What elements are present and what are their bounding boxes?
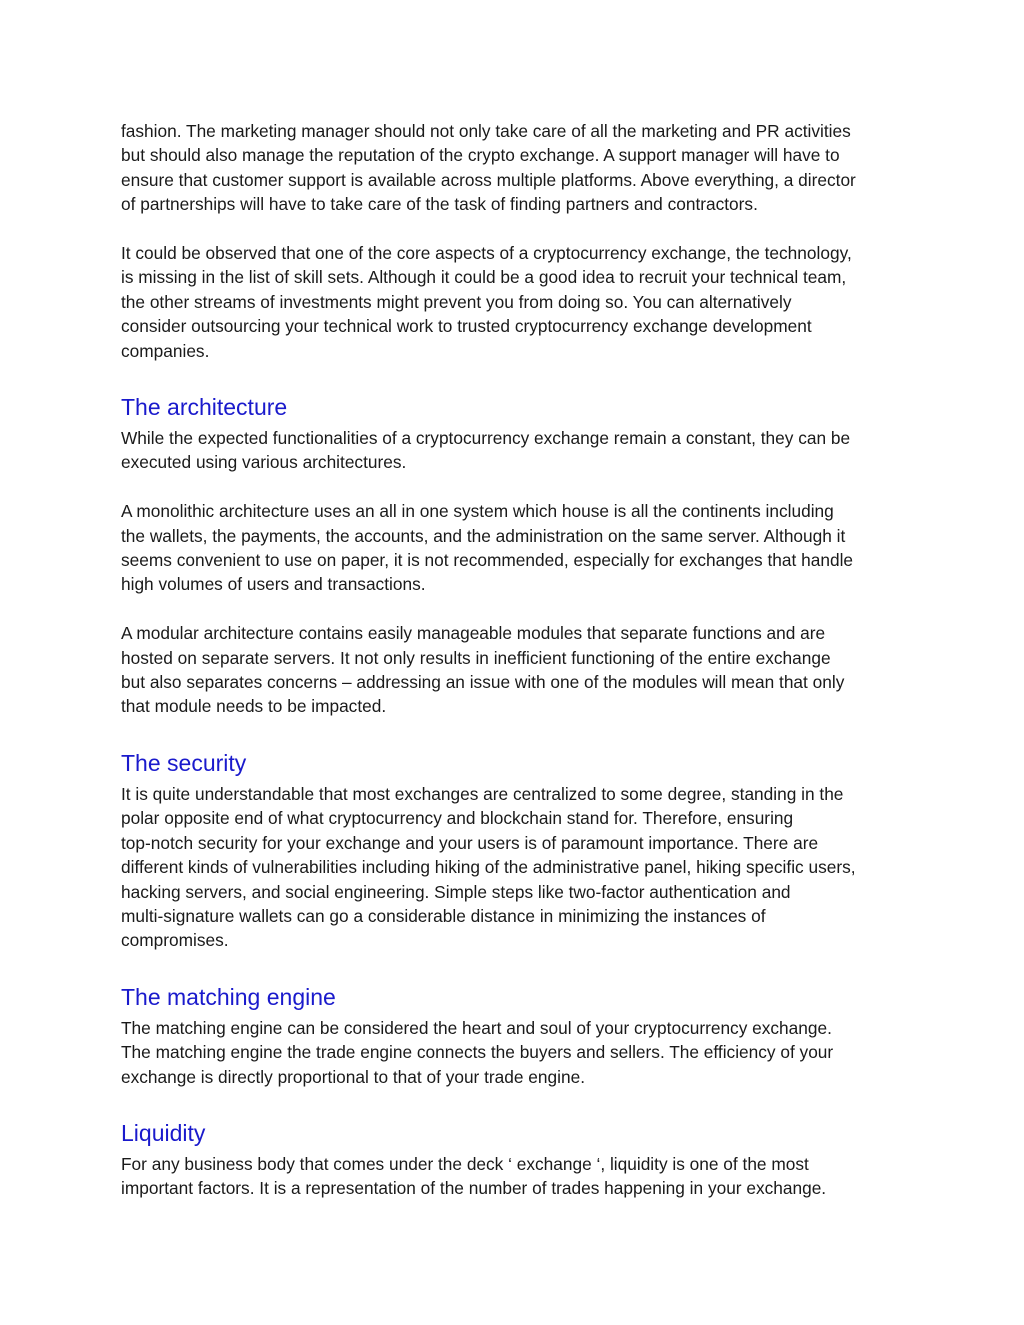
document-page <box>121 119 911 1201</box>
matching-engine-paragraph-1: The matching engine can be considered the heart and soul of your cryptocurrency exchange. The matching engine the trade engine connects the buyers and sellers. The efficiency of your exchange is directly proportional to that of your trade engine. <box>121 1017 834 1087</box>
matching-engine-heading: The matching engine <box>121 983 336 1010</box>
architecture-paragraph-2: A monolithic architecture uses an all in one system which house is all the continents including the wallets, the payments, the accounts, and the administration on the same server. Although it seems convenient to use on paper, it is not recommended, especially for exchanges that handle high volumes of users and transactions. <box>121 501 854 595</box>
architecture-heading: The architecture <box>121 394 288 421</box>
security-heading: The security <box>121 749 247 776</box>
intro-paragraph-1: fashion. The marketing manager should not only take care of all the marketing and PR activities but should also manage the reputation of the crypto exchange. A support manager will have to ensure that customer support is available across multiple platforms. Above everything, a director of partnerships will have to take care of the task of finding partners and contractors. <box>121 121 856 215</box>
liquidity-heading: Liquidity <box>121 1119 206 1146</box>
architecture-paragraph-1: While the expected functionalities of a cryptocurrency exchange remain a constant, they can be executed using various architectures. <box>121 428 851 473</box>
liquidity-paragraph-1: For any business body that comes under the deck ‘ exchange ‘, liquidity is one of the most important factors. It is a representation of the number of trades happening in your exchange. <box>121 1153 827 1199</box>
architecture-paragraph-3: A modular architecture contains easily manageable modules that separate functions and are hosted on separate servers. It not only results in inefficient functioning of the entire exchange but also separates concerns – addressing an issue with one of the modules will mean that only that module needs to be impacted. <box>121 623 845 717</box>
intro-paragraph-2: It could be observed that one of the core aspects of a cryptocurrency exchange, the technology, is missing in the list of skill sets. Although it could be a good idea to recruit your technical team, the other streams of investments might prevent you from doing so. You can alternatively consider outsourcing your technical work to trusted cryptocurrency exchange development companies. <box>121 243 852 361</box>
security-paragraph-1: It is quite understandable that most exchanges are centralized to some degree, standing in the polar opposite end of what cryptocurrency and blockchain stand for. Therefore, ensuring top-notch security for your exchange and your users is of paramount importance. There are different kinds of vulnerabilities including hiking of the administrative panel, hiking specific users, hacking servers, and social engineering. Simple steps like two-factor authentication and multi-signature wallets can go a considerable distance in minimizing the instances of compromises. <box>121 783 856 951</box>
